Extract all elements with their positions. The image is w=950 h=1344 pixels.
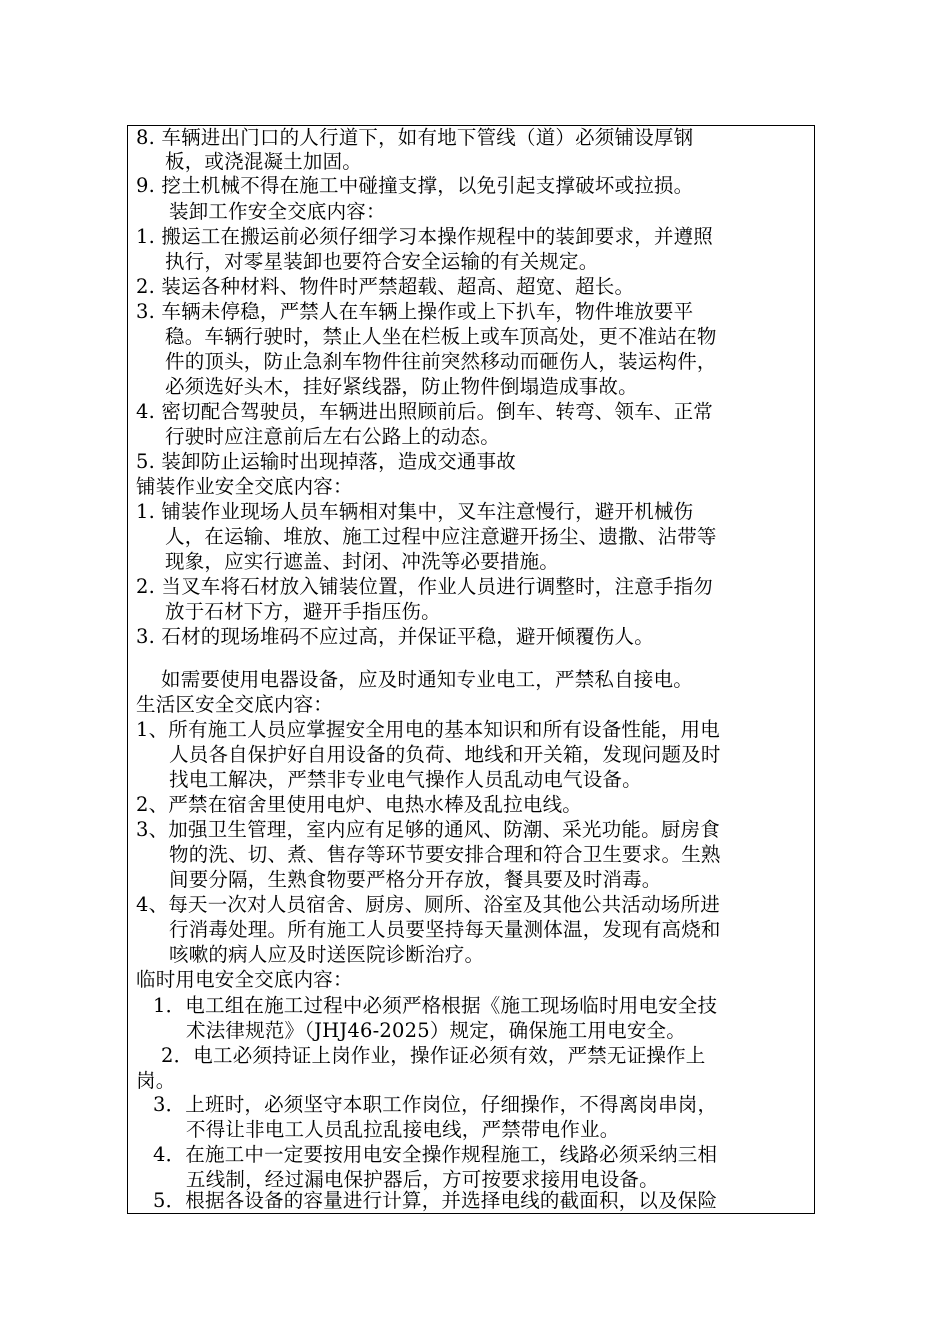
- text-line: 1. 搬运工在搬运前必须仔细学习本操作规程中的装卸要求，并遵照: [136, 225, 714, 248]
- text-line: 人，在运输、堆放、施工过程中应注意避开扬尘、遗撒、沾带等: [165, 525, 717, 548]
- text-line: 找电工解决，严禁非专业电气操作人员乱动电气设备。: [169, 768, 642, 791]
- section-heading: 临时用电安全交底内容：: [136, 968, 353, 991]
- text-line: 2. 当叉车将石材放入铺装位置，作业人员进行调整时，注意手指勿: [136, 575, 714, 598]
- section-heading: 装卸工作安全交底内容：: [169, 200, 386, 223]
- text-line: 咳嗽的病人应及时送医院诊断治疗。: [169, 943, 485, 966]
- text-line: 物的洗、切、煮、售存等环节要安排合理和符合卫生要求。生熟: [169, 843, 721, 866]
- text-line: 1．电工组在施工过程中必须严格根据《施工现场临时用电安全技: [153, 994, 718, 1017]
- text-line: 3．上班时，必须坚守本职工作岗位，仔细操作，不得离岗串岗，: [153, 1093, 718, 1116]
- text-line: 行驶时应注意前后左右公路上的动态。: [165, 425, 500, 448]
- text-line: 执行，对零星装卸也要符合安全运输的有关规定。: [165, 250, 599, 273]
- text-line: 间要分隔，生熟食物要严格分开存放，餐具要及时消毒。: [169, 868, 662, 891]
- section-heading: 生活区安全交底内容：: [136, 693, 334, 716]
- text-line: 1. 铺装作业现场人员车辆相对集中，叉车注意慢行，避开机械伤: [136, 500, 694, 523]
- section-heading: 铺装作业安全交底内容：: [136, 475, 353, 498]
- text-line: 2. 装运各种材料、物件时严禁超载、超高、超宽、超长。: [136, 275, 635, 298]
- text-line: 9. 挖土机械不得在施工中碰撞支撑，以免引起支撑破坏或拉损。: [136, 174, 694, 197]
- text-line: 3、加强卫生管理，室内应有足够的通风、防潮、采光功能。厨房食: [136, 818, 720, 841]
- text-line: 3. 车辆未停稳，严禁人在车辆上操作或上下扒车，物件堆放要平: [136, 300, 694, 323]
- text-line: 4．在施工中一定要按用电安全操作规程施工，线路必须采纳三相: [153, 1143, 718, 1166]
- text-line: 件的顶头，防止急刹车物件往前突然移动而砸伤人，装运构件，: [165, 350, 717, 373]
- document-body: [128, 126, 814, 1213]
- text-line: 5．根据各设备的容量进行计算，并选择电线的截面积，以及保险: [153, 1189, 718, 1212]
- text-line: 4、每天一次对人员宿舍、厨房、厕所、浴室及其他公共活动场所进: [136, 893, 720, 916]
- text-line: 3. 石材的现场堆码不应过高，并保证平稳，避开倾覆伤人。: [136, 625, 654, 648]
- text-line: 岗。: [136, 1069, 176, 1092]
- text-line: 五线制，经过漏电保护器后，方可按要求接用电设备。: [186, 1168, 659, 1191]
- text-line: 8. 车辆进出门口的人行道下，如有地下管线（道）必须铺设厚钢: [136, 126, 694, 149]
- text-line: 4. 密切配合驾驶员，车辆进出照顾前后。倒车、转弯、领车、正常: [136, 400, 714, 423]
- text-line: 现象，应实行遮盖、封闭、冲洗等必要措施。: [165, 550, 560, 573]
- text-line: 稳。车辆行驶时，禁止人坐在栏板上或车顶高处，更不准站在物: [165, 325, 717, 348]
- text-line: 行消毒处理。所有施工人员要坚持每天量测体温，发现有高烧和: [169, 918, 721, 941]
- notice-line: 如需要使用电器设备，应及时通知专业电工，严禁私自接电。: [161, 668, 693, 691]
- text-line: 板，或浇混凝土加固。: [165, 150, 363, 173]
- text-line: 2、严禁在宿舍里使用电炉、电热水棒及乱拉电线。: [136, 793, 583, 816]
- text-line: 必须选好头木，挂好紧线器，防止物件倒塌造成事故。: [165, 375, 638, 398]
- text-line: 不得让非电工人员乱拉乱接电线，严禁带电作业。: [186, 1118, 620, 1141]
- text-line: 放于石材下方，避开手指压伤。: [165, 600, 441, 623]
- text-line: 1、所有施工人员应掌握安全用电的基本知识和所有设备性能，用电: [136, 718, 720, 741]
- text-line: 2．电工必须持证上岗作业，操作证必须有效，严禁无证操作上: [161, 1044, 706, 1067]
- document-table-cell: [127, 125, 815, 1214]
- text-line: 5. 装卸防止运输时出现掉落，造成交通事故: [136, 450, 517, 473]
- text-line: 术法律规范》（JHJ46-2025）规定，确保施工用电安全。: [186, 1019, 686, 1042]
- text-line: 人员各自保护好自用设备的负荷、地线和开关箱，发现问题及时: [169, 743, 721, 766]
